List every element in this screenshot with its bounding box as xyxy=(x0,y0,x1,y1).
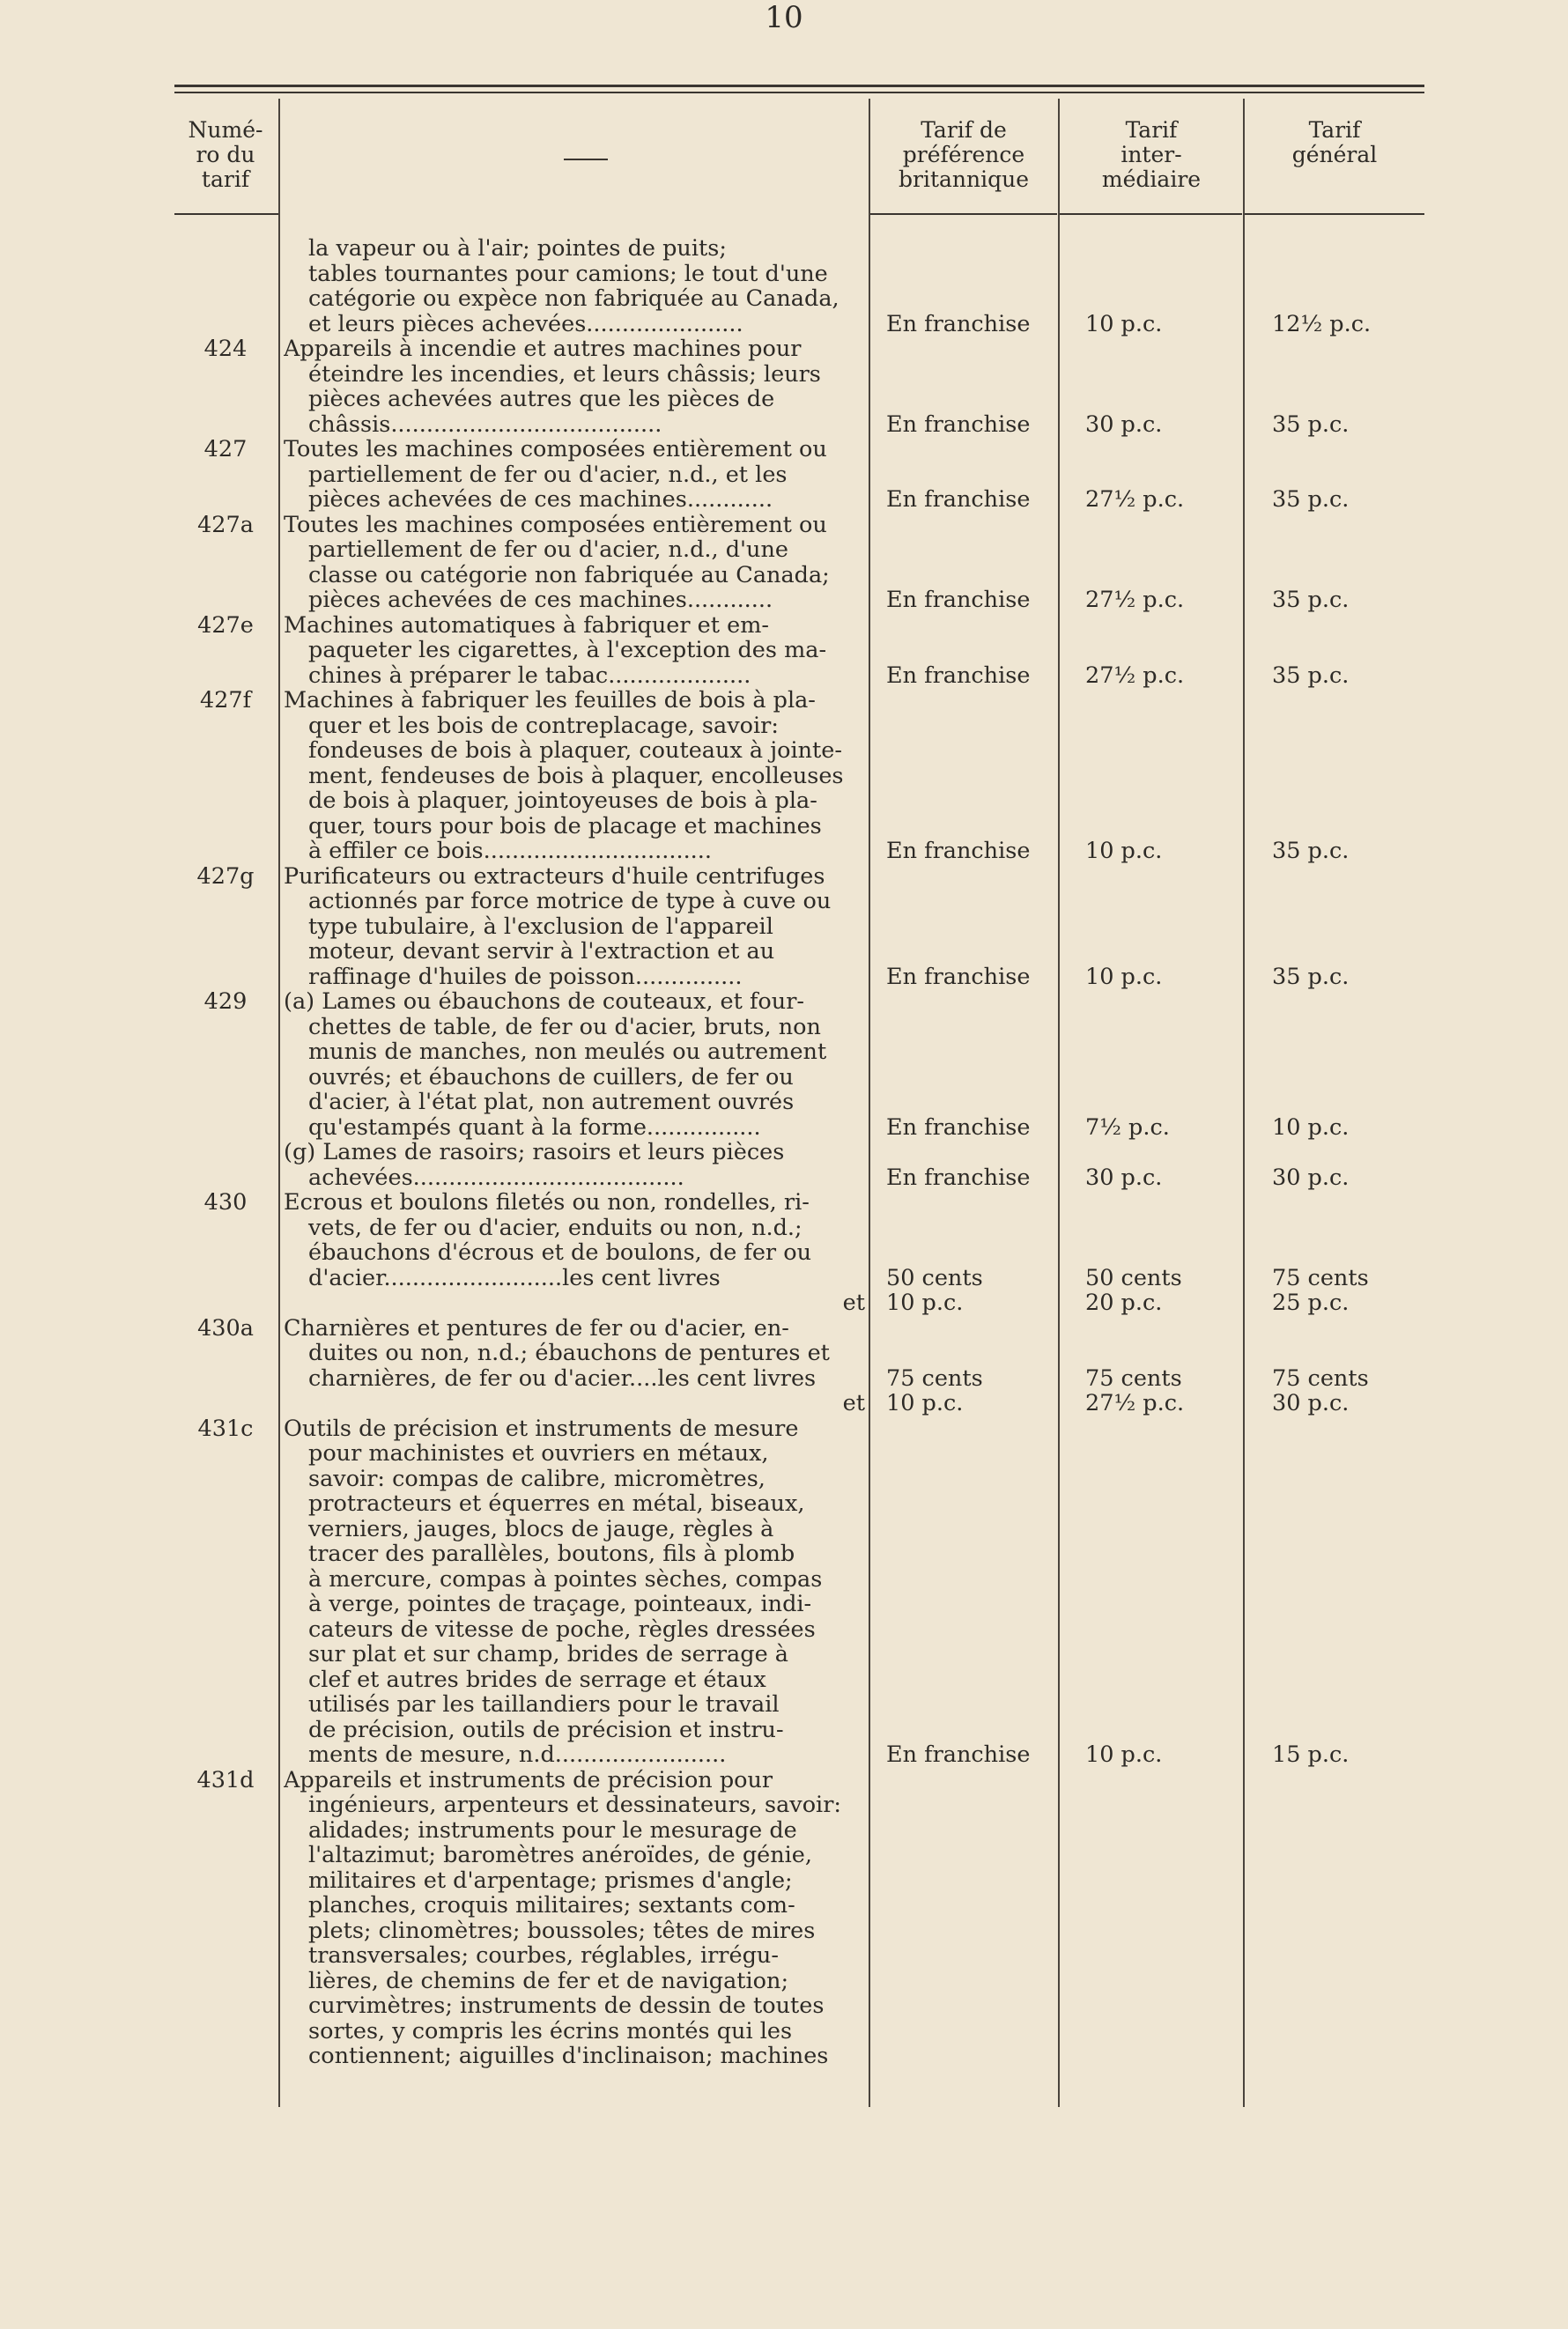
description-line: châssis...................................... xyxy=(308,411,662,437)
description-line: type tubulaire, à l'exclusion de l'appareil xyxy=(308,913,773,939)
description-line: Machines automatiques à fabriquer et em- xyxy=(284,612,770,638)
tariff-description xyxy=(284,989,865,1140)
general-rate xyxy=(1272,412,1422,438)
description-line: pour machinistes et ouvriers en métaux, xyxy=(308,1441,769,1467)
intermediate-rate-value: 10 p.c. xyxy=(1085,1741,1163,1768)
description-line: vets, de fer ou d'acier, enduits ou non, n.d.; xyxy=(308,1215,802,1240)
general-rate-value: 30 p.c. xyxy=(1272,1164,1350,1191)
general-rate-value: 30 p.c. xyxy=(1272,1390,1350,1416)
general-rate xyxy=(1272,487,1422,513)
preferential-rate-value: En franchise xyxy=(886,963,1031,990)
general-rate-value: 25 p.c. xyxy=(1272,1290,1350,1316)
description-line: Toutes les machines composées entièrement ou xyxy=(284,437,827,462)
intermediate-rate xyxy=(1085,1165,1239,1191)
tariff-description xyxy=(284,1140,865,1190)
intermediate-rate-value: 30 p.c. xyxy=(1085,1164,1163,1191)
general-rate xyxy=(1272,965,1422,990)
description-line: pièces achevées autres que les pièces de xyxy=(308,387,775,412)
column-divider-inter-gen xyxy=(1243,99,1245,2107)
preferential-rate xyxy=(886,1742,1054,1768)
preferential-rate-value: En franchise xyxy=(886,310,1031,337)
preferential-rate xyxy=(886,487,1054,513)
tariff-number: 430a xyxy=(197,1314,254,1342)
tariff-description xyxy=(284,1190,865,1316)
general-rate xyxy=(1272,1742,1422,1768)
tariff-number: 427a xyxy=(197,511,254,538)
description-line: savoir: compas de calibre, micromètres, xyxy=(308,1466,766,1491)
tariff-number: 427e xyxy=(197,611,254,639)
intermediate-rate-value: 30 p.c. xyxy=(1085,410,1163,438)
description-line: transversales; courbes, réglables, irrégu- xyxy=(308,1943,779,1969)
description-line: charnières, de fer ou d'acier....les cent livres xyxy=(308,1365,817,1391)
general-rate xyxy=(1272,1266,1422,1316)
tariff-number: 431d xyxy=(196,1766,255,1793)
preferential-rate xyxy=(886,965,1054,990)
description-line: utilisés par les taillandiers pour le travail xyxy=(308,1692,780,1718)
header-rule-gen xyxy=(1245,213,1424,215)
description-line: d'acier.........................les cent livres xyxy=(308,1265,721,1290)
description-line: ments de mesure, n.d........................ xyxy=(308,1742,727,1768)
tariff-description xyxy=(284,336,865,437)
intermediate-rate-value: 27½ p.c. xyxy=(1085,1390,1185,1416)
description-line: classe ou catégorie non fabriquée au Canada; xyxy=(308,562,830,588)
description-line: clef et autres brides de serrage et étaux xyxy=(308,1667,766,1692)
intermediate-rate xyxy=(1085,839,1239,864)
description-line: ingénieurs, arpenteurs et dessinateurs, savoir: xyxy=(308,1793,841,1818)
description-line: chines à préparer le tabac.................... xyxy=(308,662,751,688)
header-line: médiaire xyxy=(1101,166,1202,192)
description-line: verniers, jauges, blocs de jauge, règles à xyxy=(308,1516,774,1542)
preferential-rate xyxy=(886,588,1054,613)
preferential-rate xyxy=(886,663,1054,689)
tariff-number: 430 xyxy=(203,1189,248,1216)
description-line: catégorie ou expèce non fabriquée au Canada, xyxy=(308,286,839,312)
tariff-description xyxy=(284,236,865,336)
description-line: la vapeur ou à l'air; pointes de puits; xyxy=(308,236,727,262)
description-line: à verge, pointes de traçage, pointeaux, indi- xyxy=(308,1592,812,1617)
intermediate-rate xyxy=(1085,312,1239,337)
description-line: Purificateurs ou extracteurs d'huile centrifuges xyxy=(284,863,825,889)
tariff-description xyxy=(284,437,865,513)
preferential-rate xyxy=(886,839,1054,864)
header-preferential-tariff xyxy=(872,118,1055,192)
description-line: munis de manches, non meulés ou autrement xyxy=(308,1039,827,1065)
general-rate-value: 35 p.c. xyxy=(1272,587,1350,613)
description-line: (a) Lames ou ébauchons de couteaux, et four- xyxy=(284,989,804,1015)
description-line: achevées...................................... xyxy=(308,1164,684,1190)
description-line: pièces achevées de ces machines............ xyxy=(308,588,773,613)
description-line: sortes, y compris les écrins montés qui les xyxy=(308,2018,793,2044)
header-line: Numé- xyxy=(188,117,263,143)
intermediate-rate xyxy=(1085,1366,1239,1416)
intermediate-rate-value: 10 p.c. xyxy=(1085,310,1163,337)
tariff-number: 424 xyxy=(203,336,248,362)
description-line: de précision, outils de précision et instru- xyxy=(308,1717,784,1742)
preferential-rate-value: 50 cents xyxy=(886,1264,983,1291)
preferential-rate-value: 75 cents xyxy=(886,1364,983,1392)
tariff-number: 427f xyxy=(199,687,252,713)
description-line: cateurs de vitesse de poche, règles dressées xyxy=(308,1616,816,1642)
tariff-description xyxy=(284,688,865,864)
description-line: quer et les bois de contreplacage, savoir: xyxy=(308,713,779,738)
header-tariff-number xyxy=(174,118,277,192)
preferential-rate xyxy=(886,1115,1054,1141)
preferential-rate-value: En franchise xyxy=(886,662,1031,689)
preferential-rate-value: En franchise xyxy=(886,1741,1031,1768)
intermediate-rate-value: 27½ p.c. xyxy=(1085,587,1185,613)
description-line: ouvrés; et ébauchons de cuillers, de fer ou xyxy=(308,1064,794,1090)
header-line: préférence xyxy=(902,142,1025,167)
tariff-number: 427g xyxy=(196,862,255,890)
description-line: actionnés par force motrice de type à cuve ou xyxy=(308,889,832,914)
column-divider-num-desc xyxy=(278,213,280,2107)
tariff-description xyxy=(284,1316,865,1416)
description-line: raffinage d'huiles de poisson............... xyxy=(308,964,743,989)
description-line: (g) Lames de rasoirs; rasoirs et leurs pièces xyxy=(284,1140,785,1165)
description-line: et xyxy=(842,1391,865,1416)
preferential-rate xyxy=(886,1165,1054,1191)
description-line: protracteurs et équerres en métal, biseaux, xyxy=(308,1491,805,1517)
tariff-description xyxy=(284,513,865,613)
general-rate-value: 75 cents xyxy=(1272,1264,1369,1291)
intermediate-rate-value: 75 cents xyxy=(1085,1364,1182,1392)
header-line: général xyxy=(1291,142,1378,167)
general-rate-value: 10 p.c. xyxy=(1272,1113,1350,1141)
header-rule-pref xyxy=(870,213,1057,215)
description-line: plets; clinomètres; boussoles; têtes de mires xyxy=(308,1918,816,1943)
general-rate-value: 75 cents xyxy=(1272,1364,1369,1392)
intermediate-rate-value: 7½ p.c. xyxy=(1085,1113,1170,1141)
description-line: d'acier, à l'état plat, non autrement ouvrés xyxy=(308,1090,795,1115)
header-line: britannique xyxy=(899,166,1029,192)
description-line: Toutes les machines composées entièrement ou xyxy=(284,512,827,537)
description-line: militaires et d'arpentage; prismes d'angle; xyxy=(308,1867,793,1893)
general-rate-value: 35 p.c. xyxy=(1272,662,1350,689)
description-line: tables tournantes pour camions; le tout d'une xyxy=(308,261,828,286)
column-divider-desc-pref xyxy=(869,99,870,2107)
description-line: chettes de table, de fer ou d'acier, bruts, non xyxy=(308,1014,821,1039)
description-line: Charnières et pentures de fer ou d'acier, en- xyxy=(284,1315,789,1341)
general-rate xyxy=(1272,312,1422,337)
intermediate-rate xyxy=(1085,1115,1239,1141)
description-line: alidades; instruments pour le mesurage de xyxy=(308,1817,797,1843)
general-rate xyxy=(1272,1115,1422,1141)
description-line: de bois à plaquer, jointoyeuses de bois à pla- xyxy=(308,788,817,814)
intermediate-rate-value: 20 p.c. xyxy=(1085,1290,1163,1316)
description-line: tracer des parallèles, boutons, fils à plomb xyxy=(308,1542,795,1567)
preferential-rate-value: 10 p.c. xyxy=(886,1290,964,1316)
description-line: duites ou non, n.d.; ébauchons de pentures et xyxy=(308,1341,830,1366)
tariff-number: 431c xyxy=(197,1415,254,1442)
description-line: pièces achevées de ces machines............ xyxy=(308,487,773,513)
description-line: ment, fendeuses de bois à plaquer, encolleuses xyxy=(308,763,844,788)
preferential-rate xyxy=(886,1266,1054,1316)
description-line: contiennent; aiguilles d'inclinaison; machines xyxy=(308,2044,829,2069)
header-line: Tarif de xyxy=(921,117,1007,143)
header-line: tarif xyxy=(201,166,250,192)
general-rate xyxy=(1272,663,1422,689)
preferential-rate-value: 10 p.c. xyxy=(886,1390,964,1416)
description-line: et leurs pièces achevées...................... xyxy=(308,311,743,336)
description-line: partiellement de fer ou d'acier, n.d., d'une xyxy=(308,537,788,563)
description-line: sur plat et sur champ, brides de serrage à xyxy=(308,1642,788,1667)
header-line: Tarif xyxy=(1308,117,1361,143)
description-line: qu'estampés quant à la forme................ xyxy=(308,1114,761,1140)
preferential-rate-value: En franchise xyxy=(886,838,1031,864)
general-rate xyxy=(1272,588,1422,613)
intermediate-rate xyxy=(1085,588,1239,613)
column-divider-header-num xyxy=(278,99,280,213)
intermediate-rate xyxy=(1085,965,1239,990)
general-rate xyxy=(1272,1366,1422,1416)
page-number: 10 xyxy=(765,0,803,35)
description-line: l'altazimut; baromètres anéroïdes, de génie, xyxy=(308,1843,813,1868)
intermediate-rate xyxy=(1085,1742,1239,1768)
header-rule-num xyxy=(174,213,278,215)
general-rate xyxy=(1272,1165,1422,1191)
description-line: Machines à fabriquer les feuilles de bois à pla- xyxy=(284,688,816,713)
general-rate-value: 35 p.c. xyxy=(1272,486,1350,513)
description-line: curvimètres; instruments de dessin de toutes xyxy=(308,1993,825,2019)
tariff-description xyxy=(284,1768,865,2069)
header-line: ro du xyxy=(196,142,255,167)
tariff-description xyxy=(284,1416,865,1768)
intermediate-rate-value: 27½ p.c. xyxy=(1085,662,1185,689)
description-line: planches, croquis militaires; sextants com- xyxy=(308,1893,795,1919)
preferential-rate-value: En franchise xyxy=(886,587,1031,613)
description-line: fondeuses de bois à plaquer, couteaux à jointe- xyxy=(308,738,842,764)
description-line: à effiler ce bois................................ xyxy=(308,839,712,864)
general-rate-value: 12½ p.c. xyxy=(1272,310,1372,337)
description-line: Appareils et instruments de précision pour xyxy=(284,1767,773,1793)
preferential-rate xyxy=(886,312,1054,337)
intermediate-rate xyxy=(1085,663,1239,689)
description-line: Appareils à incendie et autres machines pour xyxy=(284,336,802,362)
preferential-rate xyxy=(886,1366,1054,1416)
top-rule-secondary xyxy=(174,92,1424,93)
header-description-dash xyxy=(564,159,608,160)
intermediate-rate xyxy=(1085,412,1239,438)
description-line: quer, tours pour bois de placage et machines xyxy=(308,813,822,839)
description-line: Outils de précision et instruments de mesure xyxy=(284,1416,799,1441)
general-rate-value: 15 p.c. xyxy=(1272,1741,1350,1768)
intermediate-rate-value: 50 cents xyxy=(1085,1264,1182,1291)
top-rule xyxy=(174,85,1424,87)
intermediate-rate xyxy=(1085,487,1239,513)
description-line: ébauchons d'écrous et de boulons, de fer ou xyxy=(308,1240,811,1266)
preferential-rate-value: En franchise xyxy=(886,1164,1031,1191)
intermediate-rate-value: 10 p.c. xyxy=(1085,838,1163,864)
header-line: Tarif xyxy=(1125,117,1178,143)
intermediate-rate-value: 27½ p.c. xyxy=(1085,486,1185,513)
description-line: lières, de chemins de fer et de navigation; xyxy=(308,1968,789,1993)
general-rate xyxy=(1272,839,1422,864)
general-rate-value: 35 p.c. xyxy=(1272,410,1350,438)
header-intermediate-tariff xyxy=(1061,118,1241,192)
description-line: paqueter les cigarettes, à l'exception des ma- xyxy=(308,638,827,663)
description-line: Ecrous et boulons filetés ou non, rondelles, ri- xyxy=(284,1190,810,1216)
preferential-rate-value: En franchise xyxy=(886,1113,1031,1141)
description-line: éteindre les incendies, et leurs châssis; leurs xyxy=(308,361,821,387)
preferential-rate-value: En franchise xyxy=(886,410,1031,438)
general-rate-value: 35 p.c. xyxy=(1272,838,1350,864)
description-line: moteur, devant servir à l'extraction et au xyxy=(308,939,775,965)
tariff-description xyxy=(284,613,865,689)
description-line: à mercure, compas à pointes sèches, compas xyxy=(308,1566,823,1592)
tariff-description xyxy=(284,864,865,990)
header-rule-inter xyxy=(1060,213,1242,215)
intermediate-rate xyxy=(1085,1266,1239,1316)
header-line: inter- xyxy=(1121,142,1182,167)
tariff-number: 427 xyxy=(203,436,248,462)
column-divider-pref-inter xyxy=(1058,99,1060,2107)
description-line: partiellement de fer ou d'acier, n.d., et les xyxy=(308,462,788,487)
tariff-number: 429 xyxy=(203,988,248,1015)
intermediate-rate-value: 10 p.c. xyxy=(1085,963,1163,990)
preferential-rate xyxy=(886,412,1054,438)
description-line: et xyxy=(842,1290,865,1316)
general-rate-value: 35 p.c. xyxy=(1272,963,1350,990)
header-general-tariff xyxy=(1246,118,1423,167)
preferential-rate-value: En franchise xyxy=(886,486,1031,513)
